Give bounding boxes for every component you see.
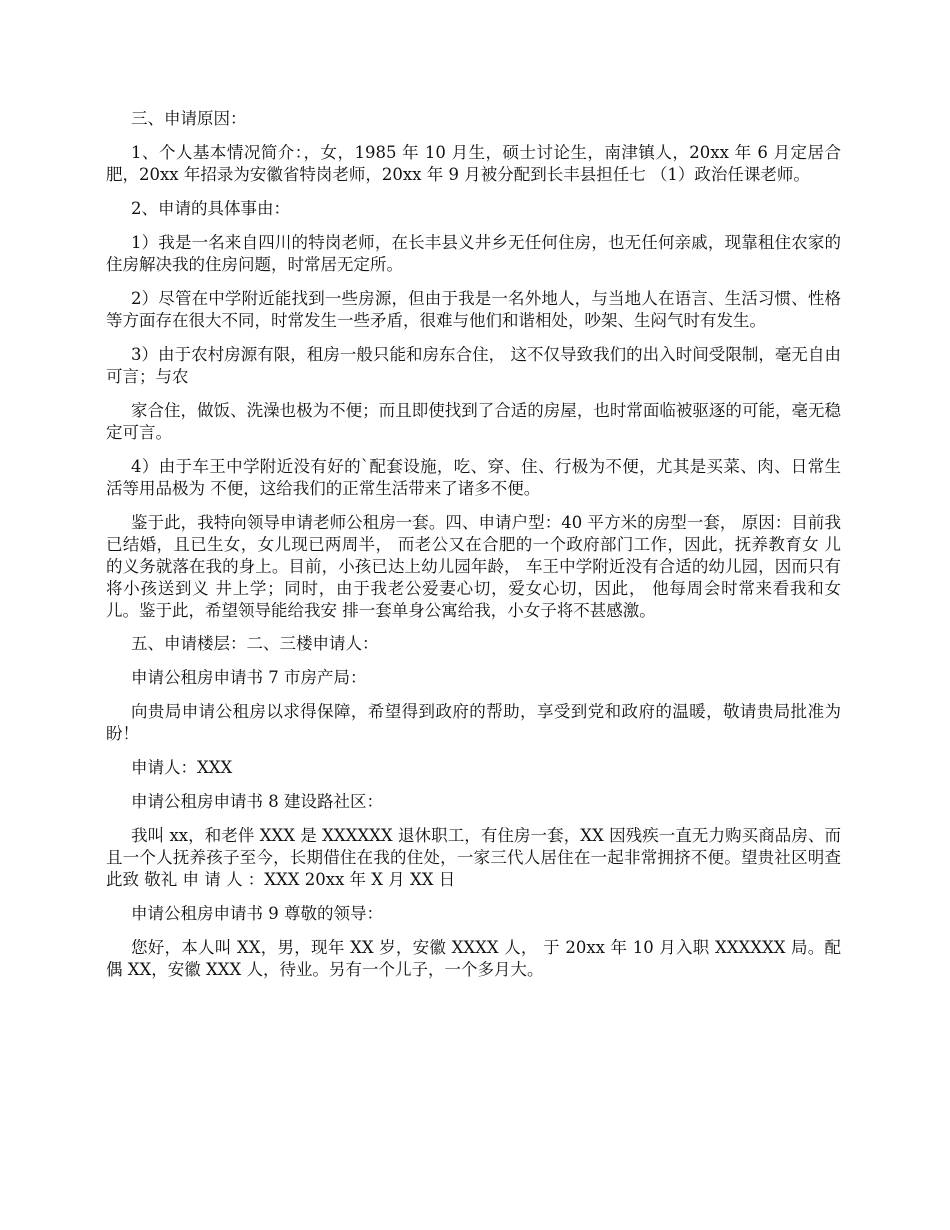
paragraph-letter-9-heading: 申请公租房申请书 9 尊敬的领导： bbox=[131, 904, 383, 923]
subheading-specific-reasons: 2、申请的具体事由： bbox=[131, 199, 290, 218]
paragraph-letter-7-heading: 申请公租房申请书 7 市房产局： bbox=[131, 668, 367, 687]
section-heading-reasons: 三、申请原因： bbox=[131, 109, 247, 128]
paragraph-letter-8-body: 我叫 xx，和老伴 XXX 是 XXXXXX 退休职工，有住房一套，XX 因残疾一直无力购买商品房、而且一个人抚养孩子至今，长期借住在我的住处，一家三代人居住在一起非常拥挤不便。望贵社区明查 此致 敬礼 申 请 人 ：XXX 20xx 年 X 月 XX 日 bbox=[106, 826, 841, 889]
paragraph-letter-8-heading: 申请公租房申请书 8 建设路社区： bbox=[131, 792, 383, 811]
paragraph-reason-3-continued: 家合住，做饭、洗澡也极为不便；而且即使找到了合适的房屋，也时常面临被驱逐的可能，毫无稳定可言。 bbox=[106, 401, 841, 442]
paragraph-letter-7-body: 向贵局申请公租房以求得保障，希望得到政府的帮助，享受到党和政府的温暖，敬请贵局批准为盼！ bbox=[106, 702, 841, 743]
document-body bbox=[106, 108, 841, 993]
paragraph-request-summary: 鉴于此，我特向领导申请老师公租房一套。四、申请户型：40 平方米的房型一套， 原因：目前我已结婚，且已生女，女儿现已两周半， 而老公又在合肥的一个政府部门工作，因此，抚养教育女 儿的义务就落在我的身上。目前，小孩已达上幼儿园年龄， 车王中学附近没有合适的幼儿园，因而只有将小孩送到义 井上学；同时，由于我老公爱妻心切，爱女心切，因此， 他每周会时常来看我和女儿。鉴于此，希望领导能给我安 排一套单身公寓给我，小女子将不甚感激。 bbox=[106, 513, 841, 620]
paragraph-reason-3: 3）由于农村房源有限，租房一般只能和房东合住， 这不仅导致我们的出入时间受限制，毫无自由可言；与农 bbox=[106, 345, 841, 386]
paragraph-reason-2: 2）尽管在中学附近能找到一些房源，但由于我是一名外地人，与当地人在语言、生活习惯、性格等方面存在很大不同，时常发生一些矛盾，很难与他们和谐相处，吵架、生闷气时有发生。 bbox=[106, 289, 841, 330]
paragraph-letter-9-body: 您好，本人叫 XX，男，现年 XX 岁，安徽 XXXX 人， 于 20xx 年 10 月入职 XXXXXX 局。配偶 XX，安徽 XXX 人，待业。另有一个儿子，一个多月大。 bbox=[106, 938, 841, 979]
paragraph-applicant-signature: 申请人：XXX bbox=[131, 758, 233, 777]
paragraph-personal-info: 1、个人基本情况简介：，女，1985 年 10 月生，硕士讨论生，南津镇人，20xx 年 6 月定居合肥，20xx 年招录为安徽省特岗老师，20xx 年 9 月被分配到长丰县担任七 （1）政治任课老师。 bbox=[106, 143, 841, 184]
paragraph-reason-4: 4）由于车王中学附近没有好的`配套设施，吃、穿、住、行极为不便，尤其是买菜、肉、日常生活等用品极为 不便，这给我们的正常生活带来了诸多不便。 bbox=[106, 457, 841, 498]
paragraph-reason-1: 1）我是一名来自四川的特岗老师，在长丰县义井乡无任何住房，也无任何亲戚，现靠租住农家的住房解决我的住房问题，时常居无定所。 bbox=[106, 233, 841, 274]
paragraph-floor-request: 五、申请楼层：二、三楼申请人： bbox=[131, 634, 379, 653]
